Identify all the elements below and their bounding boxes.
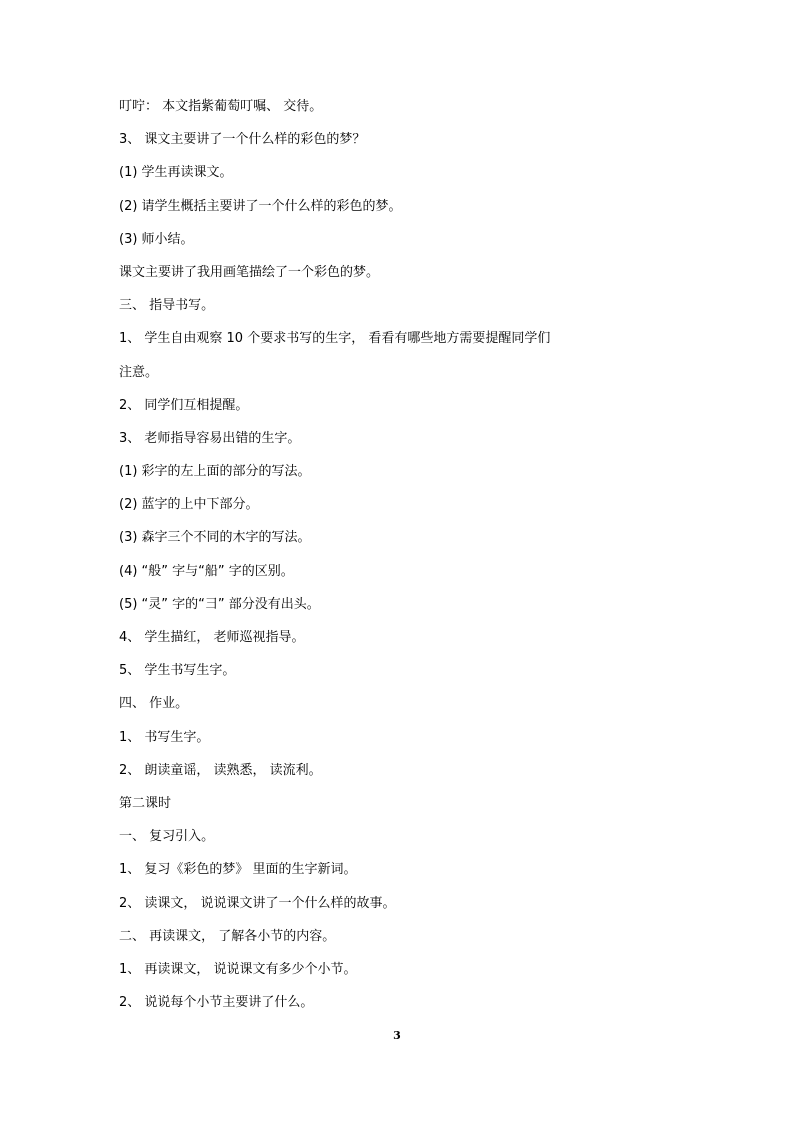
- text-line: 2、 读课文， 说说课文讲了一个什么样的故事。: [119, 895, 396, 911]
- text-line: 3、 课文主要讲了一个什么样的彩色的梦？: [119, 132, 366, 148]
- section-heading: 一、 复习引入。: [119, 829, 215, 845]
- text-line: 1、 书写生字。: [119, 729, 210, 745]
- document-body: [119, 96, 679, 1025]
- section-heading: 三、 指导书写。: [119, 298, 215, 314]
- text-line: 2、 说说每个小节主要讲了什么。: [119, 995, 314, 1011]
- lesson-heading: 第二课时: [119, 795, 172, 811]
- text-line: (2) 请学生概括主要讲了一个什么样的彩色的梦。: [119, 198, 402, 214]
- section-heading: 四、 作业。: [119, 696, 189, 712]
- text-line: (1) 彩字的左上面的部分的写法。: [119, 464, 311, 480]
- text-line: 2、 朗读童谣， 读熟悉， 读流利。: [119, 762, 322, 778]
- text-line: 1、 复习《彩色的梦》 里面的生字新词。: [119, 862, 357, 878]
- text-line: 课文主要讲了我用画笔描绘了一个彩色的梦。: [119, 264, 380, 280]
- text-line: 3、 老师指导容易出错的生字。: [119, 430, 301, 446]
- section-heading: 二、 再读课文， 了解各小节的内容。: [119, 928, 336, 944]
- page-number: 3: [393, 1029, 401, 1042]
- text-line: (3) 森字三个不同的木字的写法。: [119, 530, 311, 546]
- text-line: (1) 学生再读课文。: [119, 165, 233, 181]
- text-line: 5、 学生书写生字。: [119, 663, 236, 679]
- text-line: 1、 学生自由观察 10 个要求书写的生字， 看看有哪些地方需要提醒同学们: [119, 331, 551, 347]
- text-line: 叮咛： 本文指紫葡萄叮嘱、 交待。: [119, 99, 323, 114]
- text-line: 2、 同学们互相提醒。: [119, 397, 249, 413]
- text-line: 1、 再读课文， 说说课文有多少个小节。: [119, 961, 357, 977]
- text-line: (4) “般” 字与“船” 字的区别。: [119, 563, 294, 579]
- text-line: (3) 师小结。: [119, 231, 194, 247]
- text-line: 注意。: [119, 364, 159, 380]
- text-line: (2) 蓝字的上中下部分。: [119, 497, 259, 513]
- text-line: (5) “灵” 字的“彐” 部分没有出头。: [119, 596, 320, 612]
- text-line: 4、 学生描红， 老师巡视指导。: [119, 630, 305, 645]
